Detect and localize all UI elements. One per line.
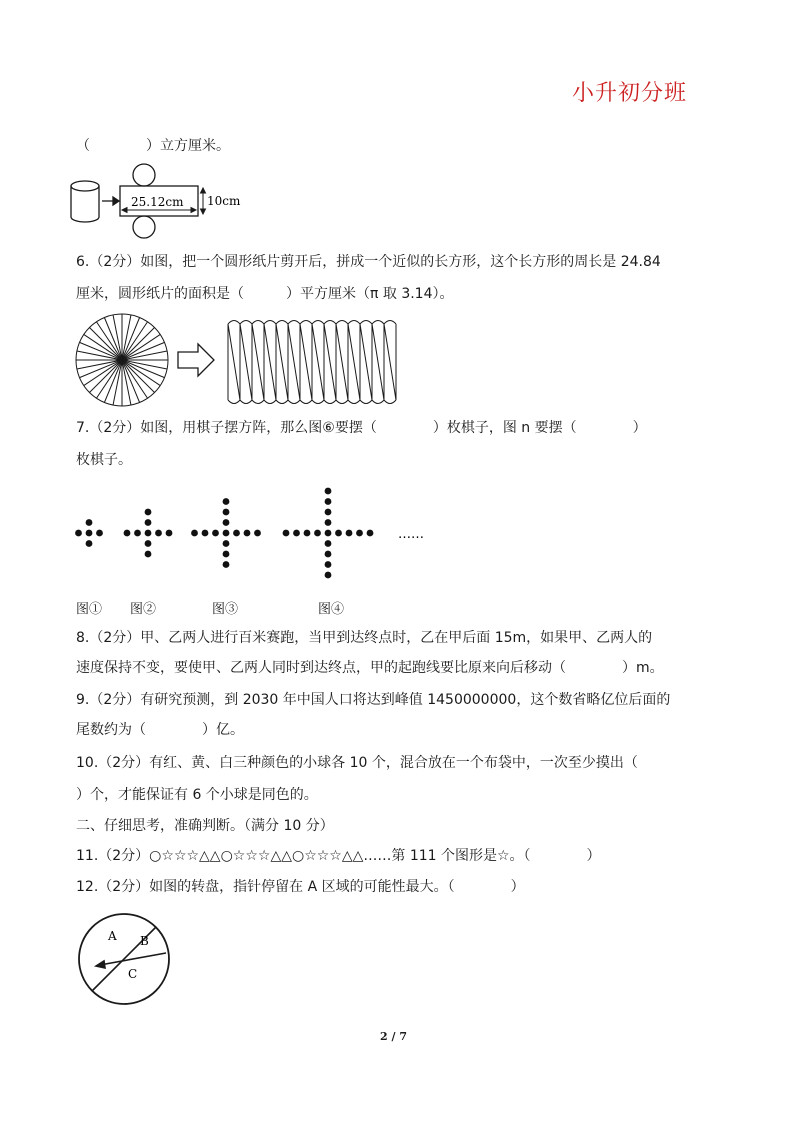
q10-line1: 10.（2分）有红、黄、白三种颜色的小球各 10 个，混合放在一个布袋中，一次至少摸出（ <box>76 755 638 771</box>
sector-edge <box>252 324 264 400</box>
top-arc <box>288 321 300 325</box>
top-arc <box>384 321 396 325</box>
spinner-pointer <box>96 953 166 968</box>
chess-piece-dot <box>86 530 93 537</box>
q9-line1: 9.（2分）有研究预测，到 2030 年中国人口将达到峰值 1450000000，这个数省略亿位后面的 <box>76 692 671 708</box>
q7-line1: 7.（2分）如图，用棋子摆方阵，那么图⑥要摆（ ）枚棋子，图 n 要摆（ ） <box>76 420 647 436</box>
chess-piece-dot <box>223 530 230 537</box>
chess-piece-dot <box>325 519 332 526</box>
bottom-arc <box>240 400 252 404</box>
chess-piece-dot <box>223 540 230 547</box>
chess-piece-dot <box>155 530 162 537</box>
top-arc <box>228 321 240 325</box>
q5-answer-line: （ ）立方厘米。 <box>76 138 230 154</box>
bottom-arc <box>300 400 312 404</box>
top-arc <box>276 321 288 325</box>
fig-label-2: 图② <box>130 602 157 617</box>
chess-piece-dot <box>325 509 332 516</box>
chess-piece-dot <box>304 530 311 537</box>
sector-edge <box>240 324 252 400</box>
section-title: 二、仔细思考，准确判断。（满分 10 分） <box>76 818 334 834</box>
bottom-arc <box>288 400 300 404</box>
top-arc <box>372 321 384 325</box>
top-arc <box>360 321 372 325</box>
chess-piece-dot <box>335 530 342 537</box>
sector-edge <box>360 324 372 400</box>
q8-line2: 速度保持不变，要使甲、乙两人同时到达终点，甲的起跑线要比原来向后移动（ ）m。 <box>76 660 664 676</box>
region-label-c: C <box>128 967 138 981</box>
chess-piece-dot <box>356 530 363 537</box>
sector-edge <box>348 324 360 400</box>
sector-edge <box>312 324 324 400</box>
chess-piece-dot <box>134 530 141 537</box>
chess-piece-dot <box>346 530 353 537</box>
bottom-arc <box>312 400 324 404</box>
bottom-arc <box>336 400 348 404</box>
chess-piece-dot <box>293 530 300 537</box>
q10-line2: ）个，才能保证有 6 个小球是同色的。 <box>76 787 318 803</box>
chess-piece-dot <box>254 530 261 537</box>
chess-piece-dot <box>223 551 230 558</box>
bottom-arc <box>372 400 384 404</box>
q6-line1: 6.（2分）如图，把一个圆形纸片剪开后，拼成一个近似的长方形，这个长方形的周长是 24.84 <box>76 254 661 270</box>
sector-edge <box>264 324 276 400</box>
chess-piece-dot <box>325 572 332 579</box>
region-label-a: A <box>108 929 117 943</box>
net-bottom-circle <box>133 216 155 238</box>
bottom-arc <box>324 400 336 404</box>
height-dimension <box>201 188 206 214</box>
spinner-figure <box>70 912 190 1008</box>
header-title: 小升初分班 <box>572 81 688 106</box>
sector-edge <box>288 324 300 400</box>
sector-edge <box>300 324 312 400</box>
top-arc <box>312 321 324 325</box>
chess-piece-dot <box>75 530 82 537</box>
top-arc <box>348 321 360 325</box>
top-arc <box>324 321 336 325</box>
chess-piece-dot <box>145 551 152 558</box>
bottom-arc <box>360 400 372 404</box>
fig-label-1: 图① <box>76 602 103 617</box>
sector-edge <box>324 324 336 400</box>
q7-line2: 枚棋子。 <box>76 452 132 468</box>
chess-pattern-figure <box>60 474 440 594</box>
chess-piece-dot <box>86 540 93 547</box>
chess-piece-dot <box>325 540 332 547</box>
bottom-arc <box>264 400 276 404</box>
cylinder-net-figure <box>64 160 254 246</box>
chess-piece-dot <box>191 530 198 537</box>
chess-piece-dot <box>283 530 290 537</box>
chess-piece-dot <box>223 561 230 568</box>
chess-piece-dot <box>325 561 332 568</box>
chess-piece-dot <box>96 530 103 537</box>
hollow-arrow-icon <box>178 344 214 376</box>
circle-to-rectangle-figure <box>70 308 410 412</box>
sector-edge <box>372 324 384 400</box>
page-number: 2 / 7 <box>380 1030 407 1043</box>
chess-piece-dot <box>367 530 374 537</box>
sectored-circle <box>76 314 168 406</box>
chess-piece-dot <box>314 530 321 537</box>
chess-piece-dot <box>325 530 332 537</box>
bottom-arc <box>276 400 288 404</box>
chess-piece-dot <box>145 540 152 547</box>
height-label: 10cm <box>207 194 241 208</box>
q8-line1: 8.（2分）甲、乙两人进行百米赛跑，当甲到达终点时，乙在甲后面 15m，如果甲、乙两人的 <box>76 630 653 646</box>
top-arc <box>264 321 276 325</box>
chess-piece-dot <box>223 519 230 526</box>
chess-piece-dot <box>166 530 173 537</box>
top-arc <box>300 321 312 325</box>
chess-piece-dot <box>202 530 209 537</box>
q12-line: 12.（2分）如图的转盘，指针停留在 A 区域的可能性最大。（ ） <box>76 879 525 895</box>
sector-edge <box>276 324 288 400</box>
arrow-icon <box>102 197 119 205</box>
fig-label-4: 图④ <box>318 602 345 617</box>
top-arc <box>240 321 252 325</box>
bottom-arc <box>348 400 360 404</box>
chess-piece-dot <box>223 498 230 505</box>
chess-piece-dot <box>124 530 131 537</box>
sector-edge <box>336 324 348 400</box>
bottom-arc <box>228 400 240 404</box>
q11-line: 11.（2分）○☆☆☆△△○☆☆☆△△○☆☆☆△△……第 111 个图形是☆。（ ） <box>76 848 601 864</box>
bottom-arc <box>252 400 264 404</box>
top-arc <box>336 321 348 325</box>
sector-edge <box>228 324 240 400</box>
chess-piece-dot <box>145 519 152 526</box>
chess-piece-dot <box>212 530 219 537</box>
approx-rectangle <box>228 321 396 404</box>
region-label-b: B <box>140 934 149 948</box>
net-top-circle <box>133 164 155 186</box>
chess-piece-dot <box>223 509 230 516</box>
chess-piece-dot <box>325 498 332 505</box>
bottom-arc <box>384 400 396 404</box>
chess-piece-dot <box>145 530 152 537</box>
width-label: 25.12cm <box>131 195 184 209</box>
chess-piece-dot <box>325 488 332 495</box>
pattern-ellipsis: …… <box>398 527 424 542</box>
q6-line2: 厘米，圆形纸片的面积是（ ）平方厘米（π 取 3.14）。 <box>76 286 454 302</box>
cylinder-icon <box>71 181 99 222</box>
fig-label-3: 图③ <box>212 602 239 617</box>
chess-piece-dot <box>325 551 332 558</box>
chess-piece-dot <box>86 519 93 526</box>
sector-edge <box>384 324 396 400</box>
chess-piece-dot <box>244 530 251 537</box>
chess-piece-dot <box>145 509 152 516</box>
chess-piece-dot <box>233 530 240 537</box>
q9-line2: 尾数约为（ ）亿。 <box>76 722 244 738</box>
top-arc <box>252 321 264 325</box>
